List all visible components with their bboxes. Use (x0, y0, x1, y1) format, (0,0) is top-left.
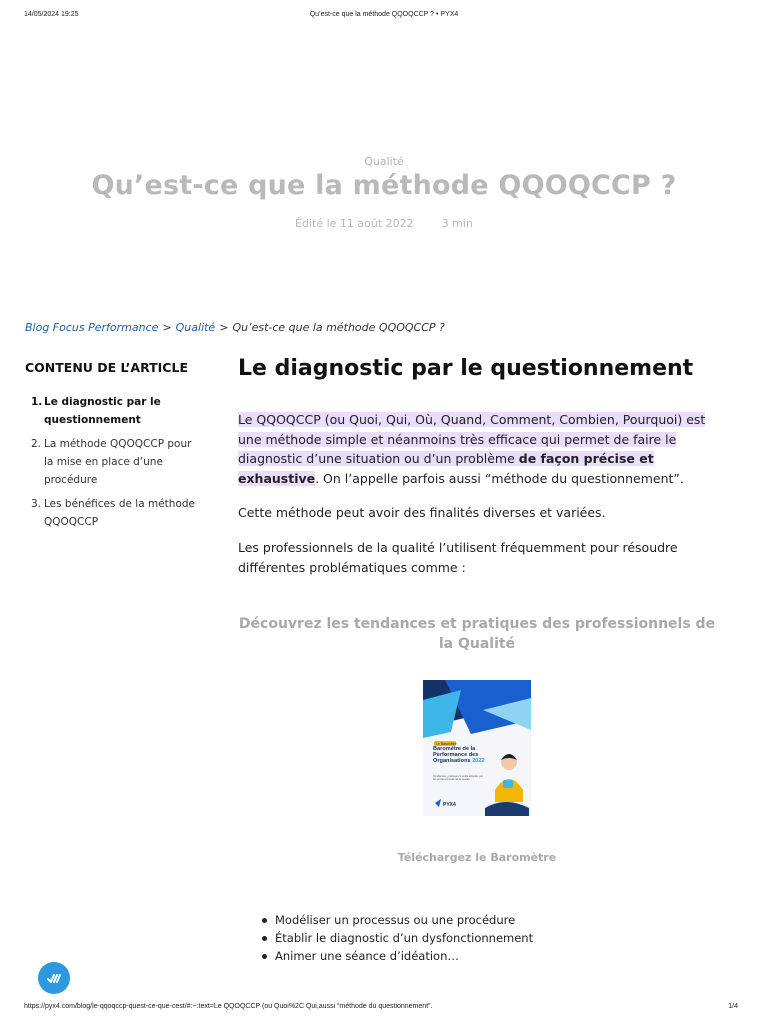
toc-title: CONTENU DE L’ARTICLE (25, 360, 188, 375)
edited-date: Édité le 11 août 2022 (295, 217, 414, 230)
read-time: 3 min (441, 217, 473, 230)
page-title: Qu’est-ce que la méthode QQOQCCP ? (91, 170, 677, 201)
cover-subtitle: Tendances, pratiques & outils adoptés par les professionnels de la qualité (433, 775, 484, 782)
list-item: Établir le diagnostic d’un dysfonctionnement (262, 929, 533, 947)
problem-list (262, 911, 533, 965)
breadcrumb-current: Qu’est-ce que la méthode QQOQCCP ? (232, 321, 445, 334)
cover-tag: Le Baromètre (436, 742, 457, 746)
breadcrumb (25, 321, 445, 334)
download-link[interactable]: Téléchargez le Baromètre (397, 851, 557, 864)
cover-title: Baromètre de la Performance des Organisations 2022 (433, 746, 485, 765)
print-datetime: 14/05/2024 19:25 (24, 11, 79, 18)
toc-item-number: 3. (31, 498, 42, 510)
article-category[interactable]: Qualité (364, 155, 404, 168)
cover-title-wrap (433, 746, 489, 776)
breadcrumb-separator: > (219, 321, 229, 334)
barometre-cover-image[interactable] (423, 680, 531, 816)
cover-brand: PYX4 (443, 802, 456, 808)
paragraph: Cette méthode peut avoir des finalités diverses et variées. (238, 505, 606, 520)
intro-text-end: . On l’appelle parfois aussi “méthode du questionnement”. (315, 470, 684, 486)
person-cup (503, 780, 513, 788)
table-of-contents (31, 393, 201, 537)
list-item: Modéliser un processus ou une procédure (262, 911, 533, 929)
cover-subtitle-wrap (433, 775, 485, 789)
breadcrumb-blog-link[interactable]: Blog Focus Performance (25, 321, 159, 334)
intro-text: Le QQOQCCP (ou Quoi, Qui, Où, Quand, Comment, Combien, Pourquoi) est une méthode simple et néanmoins très efficace qui permet de faire le diagnostic d’une situation ou d’un problème (238, 412, 706, 466)
breadcrumb-category-link[interactable]: Qualité (175, 321, 216, 334)
print-url: https://pyx4.com/blog/le-qqoqccp-quest-ce-que-cest/#:~:text=Le QQOQCCP (ou Quoi%2C Qui,aussi “méthode du questionnement”. (24, 1003, 433, 1010)
toc-item-diagnostic[interactable] (31, 393, 201, 429)
toc-item-benefices[interactable] (31, 495, 201, 531)
wave-check-icon (45, 969, 63, 987)
cover-year: 2022 (472, 758, 485, 765)
toc-item-methode[interactable] (31, 435, 201, 489)
breadcrumb-separator: > (162, 321, 172, 334)
print-page-title: Qu’est-ce que la méthode QQOQCCP ? • PYX4 (309, 11, 459, 18)
toc-item-number: 2. (31, 438, 42, 450)
print-page-number: 1/4 (728, 1003, 738, 1010)
paragraph: Les professionnels de la qualité l’utilisent fréquemment pour résoudre différentes problématiques comme : (238, 540, 678, 575)
chat-widget-button[interactable] (38, 962, 70, 994)
toc-item-label: La méthode QQOQCCP pour la mise en place d’une procédure (44, 438, 192, 486)
toc-item-number: 1. (31, 396, 43, 408)
intro-bold-text: de façon précise et exhaustive (238, 451, 654, 486)
promo-heading: Découvrez les tendances et pratiques des professionnels de la Qualité (238, 616, 716, 652)
article-meta (0, 217, 768, 230)
section-heading: Le diagnostic par le questionnement (238, 356, 694, 381)
list-item: Animer une séance d’idéation… (262, 947, 533, 965)
intro-paragraph (238, 410, 716, 488)
toc-item-label: Les bénéfices de la méthode QQOQCCP (44, 498, 195, 528)
toc-item-label: Le diagnostic par le questionnement (44, 396, 161, 426)
